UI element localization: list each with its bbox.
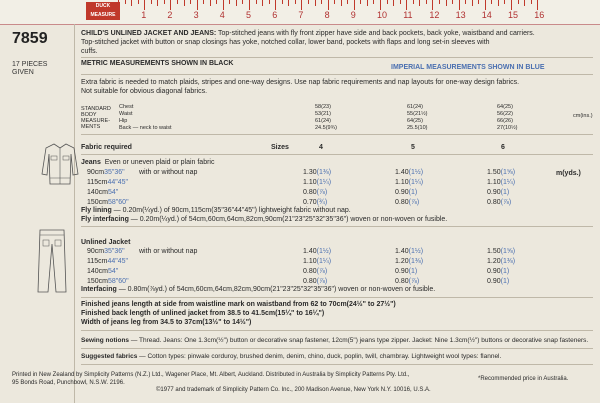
yardage-size5-imperial: (1½) — [408, 248, 424, 255]
ruler-tick — [125, 0, 126, 4]
yardage-size4-imperial: (⅞) — [316, 268, 328, 275]
finished-jacket-length: Finished back length of unlined jacket from 38.5 to 41.5cm(15¼" to 16¼") — [81, 310, 325, 317]
yardage-size4-imperial: (¾) — [316, 199, 328, 206]
ruler-tick — [223, 0, 224, 10]
yardage-size4: 0.80 — [303, 268, 317, 275]
ruler-tick — [210, 0, 211, 6]
ruler-tick — [203, 0, 204, 4]
fabric-width: 150cm — [87, 199, 109, 206]
body-measure-size4: 61(24) — [315, 118, 331, 124]
yardage-size5-imperial: (1¼) — [408, 179, 424, 186]
ruler-tick — [269, 0, 270, 4]
nap-cell — [139, 248, 197, 256]
yardage-size6-imperial: (1) — [500, 268, 510, 275]
body-measure-size4: 58(23) — [315, 104, 331, 110]
body-unit: cm(ins.) — [573, 113, 593, 119]
fly-interfacing-label: Fly interfacing — [81, 216, 129, 223]
fabric-width-cell — [87, 169, 125, 177]
ruler-tick — [439, 0, 440, 4]
body-measure-size5: 64(25) — [407, 118, 423, 124]
ruler-tick — [295, 0, 296, 4]
ruler-tick — [315, 0, 316, 6]
ruler-number: 1 — [141, 10, 147, 20]
yardage-size4-imperial: (⅞) — [316, 189, 328, 196]
body-measure-size6: 64(25) — [497, 104, 513, 110]
suggested-fabrics-text: — Cotton types: pinwale corduroy, brushed denim, denim, chino, duck, poplin, twill, chambray. Lightweight wool types: flannel. — [137, 353, 502, 360]
fabric-width: 115cm — [87, 258, 108, 265]
ruler-tick — [236, 0, 237, 6]
ruler-tick — [472, 0, 473, 6]
ruler-tick — [452, 0, 453, 4]
ruler-tag: DUCK MEASURE — [86, 2, 120, 20]
fabric-width-imperial: 58"60" — [108, 199, 129, 206]
size5-cell — [395, 258, 423, 266]
fabric-width-cell — [87, 248, 125, 256]
ruler-tick — [478, 0, 479, 4]
jeans-unit: m(yds.) — [556, 170, 581, 177]
size5-cell — [395, 169, 423, 177]
ruler-tick — [504, 0, 505, 4]
ruler-number: 6 — [272, 10, 278, 20]
size5-cell — [395, 268, 417, 276]
ruler-tick — [485, 0, 486, 10]
yardage-size6: 0.80 — [487, 199, 501, 206]
yardage-size5: 0.80 — [395, 278, 409, 285]
size5-cell — [395, 278, 419, 286]
jeans-heading — [81, 159, 214, 167]
yardage-size6-imperial: (1⅜) — [500, 258, 516, 265]
ruler-tick — [118, 0, 119, 10]
divider — [81, 74, 593, 75]
size4-cell — [303, 258, 331, 266]
ruler-tick — [131, 0, 132, 6]
sewing-notions — [81, 337, 588, 345]
ruler-tick — [256, 0, 257, 4]
size4-cell — [303, 268, 327, 276]
jeans-leg-width: Width of jeans leg from 34.5 to 37cm(13½" to 14½") — [81, 319, 252, 326]
fabric-width-imperial: 54" — [108, 268, 119, 275]
size6-cell — [487, 189, 509, 197]
extra-fabric-line1: Extra fabric is needed to match plaids, stripes and one-way designs. Use nap fabric requirements and nap layouts for one-way design fabrics. — [81, 79, 520, 86]
finished-jeans-length: Finished jeans length at side from waistline mark on waistband from 62 to 70cm(24½" to 27½") — [81, 301, 396, 308]
ruler-tick — [288, 0, 289, 6]
body-label-1: STANDARD — [81, 106, 111, 112]
ruler-number: 12 — [429, 10, 440, 20]
fly-lining-label: Fly lining — [81, 207, 112, 214]
yardage-size4: 0.80 — [303, 189, 317, 196]
yardage-size4-imperial: (⅞) — [316, 278, 328, 285]
jacket-title: Unlined Jacket — [81, 239, 131, 246]
yardage-size5: 0.90 — [395, 268, 409, 275]
nap-note: with or without nap — [139, 169, 198, 176]
fabric-width-imperial: 35"36" — [104, 248, 125, 255]
jacket-sketch-icon — [40, 140, 80, 188]
fly-lining-text: — 0.20m(¼yd.) of 90cm,115cm(35"36"44"45") lightweight fabric without nap. — [111, 207, 351, 214]
size4-cell — [303, 248, 331, 256]
fabric-width: 140cm — [87, 268, 109, 275]
yardage-size6: 1.20 — [487, 258, 501, 265]
ruler-tick — [341, 0, 342, 6]
yardage-size4: 0.70 — [303, 199, 317, 206]
fly-lining — [81, 207, 351, 215]
yardage-size5-imperial: (⅞) — [408, 199, 420, 206]
yardage-size4-imperial: (1¼) — [316, 258, 332, 265]
ruler-tick — [347, 0, 348, 4]
yardage-size6: 1.50 — [487, 248, 501, 255]
ruler-number: 7 — [298, 10, 304, 20]
body-label-3: MEASURE- — [81, 118, 111, 124]
description-title: CHILD'S UNLINED JACKET AND JEANS: — [81, 30, 217, 37]
ruler-tick — [367, 0, 368, 6]
yardage-size4: 1.10 — [303, 179, 317, 186]
size6-cell — [487, 278, 509, 286]
yardage-size6-imperial: (1⅝) — [500, 248, 516, 255]
yardage-size4: 1.10 — [303, 258, 317, 265]
left-column — [0, 24, 75, 403]
size6-cell — [487, 248, 515, 256]
ruler-tick — [531, 0, 532, 4]
divider — [81, 364, 593, 365]
body-measure-label: Chest — [119, 104, 134, 110]
ruler-tick — [380, 0, 381, 10]
ruler-tick — [446, 0, 447, 6]
fabric-width-imperial: 35"36" — [104, 169, 125, 176]
ruler-number: 8 — [324, 10, 330, 20]
body-measure-label: Back — neck to waist — [119, 125, 172, 131]
pattern-number: 7859 — [12, 30, 48, 47]
divider — [81, 57, 593, 58]
yardage-size4-imperial: (1½) — [316, 248, 332, 255]
given-line: GIVEN — [12, 69, 34, 76]
ruler-tick — [242, 0, 243, 4]
nap-cell — [139, 169, 197, 177]
jacket-interfacing — [81, 286, 435, 294]
ruler-tick — [164, 0, 165, 4]
description — [81, 30, 535, 38]
fabric-width-cell — [87, 199, 129, 207]
fabric-width: 90cm — [87, 169, 105, 176]
body-measure-label: Hip — [119, 118, 128, 124]
yardage-size4: 0.80 — [303, 278, 317, 285]
footer-print-line1: Printed in New Zealand by Simplicity Patterns (N.Z.) Ltd., Wagener Place, Mt. Albert, Auckland. Distributed in Australia by Simplicity Patterns Pty. Ltd., — [12, 372, 410, 378]
size5-cell — [395, 179, 423, 187]
ruler-number: 5 — [246, 10, 252, 20]
ruler-tick — [387, 0, 388, 4]
yardage-size5: 0.80 — [395, 199, 409, 206]
size4-cell — [303, 278, 327, 286]
footer-price: *Recommended price in Australia. — [478, 376, 569, 382]
yardage-size6-imperial: (1) — [500, 189, 510, 196]
fabric-width-imperial: 54" — [108, 189, 119, 196]
fabric-required-header: Fabric required — [81, 144, 132, 151]
ruler-number: 4 — [219, 10, 225, 20]
yardage-size5-imperial: (1⅜) — [408, 258, 424, 265]
sewing-notions-text: — Thread. Jeans: One 1.3cm(½") button or decorative snap fastener, 12cm(5") jeans type zipper. Jacket: Nine 1.3cm(½") buttons or decorative snap fasteners. — [129, 337, 589, 344]
ruler-tick — [301, 0, 302, 10]
ruler-tick — [190, 0, 191, 4]
metric-note: METRIC MEASUREMENTS SHOWN IN BLACK — [81, 60, 234, 67]
body-measure-size4: 53(21) — [315, 111, 331, 117]
size6-cell — [487, 258, 515, 266]
ruler-tick — [432, 0, 433, 10]
ruler-tick — [262, 0, 263, 6]
footer-copyright: ©1977 and trademark of Simplicity Pattern Co. Inc., 200 Madison Avenue, New York N.Y. 10016, U.S.A. — [156, 387, 431, 393]
yardage-size6: 1.10 — [487, 179, 501, 186]
ruler-number: 13 — [455, 10, 466, 20]
ruler-tick — [413, 0, 414, 4]
size6-cell — [487, 268, 509, 276]
ruler-tick — [177, 0, 178, 4]
ruler-tick — [406, 0, 407, 10]
size4-cell — [303, 179, 331, 187]
fabric-width: 150cm — [87, 278, 109, 285]
ruler-tick — [138, 0, 139, 4]
body-measure-label: Waist — [119, 111, 133, 117]
ruler-number: 3 — [193, 10, 199, 20]
description-line2: Top-stitched jacket with button or snap closings has yoke, notched collar, lower band, pockets with flaps and long set-in sleeves with — [81, 39, 490, 46]
ruler-tick — [373, 0, 374, 4]
ruler-tick — [216, 0, 217, 4]
yardage-size5-imperial: (⅞) — [408, 278, 420, 285]
fabric-width-imperial: 58"60" — [108, 278, 129, 285]
suggested-fabrics-label: Suggested fabrics — [81, 353, 138, 360]
sewing-notions-label: Sewing notions — [81, 337, 130, 344]
body-measure-size4: 24.5(9¾) — [315, 125, 338, 131]
yardage-size5-imperial: (1) — [408, 268, 418, 275]
divider — [81, 226, 593, 227]
ruler-tick — [426, 0, 427, 4]
jeans-subtitle: Even or uneven plaid or plain fabric — [104, 159, 215, 166]
ruler-tick — [229, 0, 230, 4]
ruler-tick — [170, 0, 171, 10]
body-measure-size6: 56(22) — [497, 111, 513, 117]
ruler-number: 2 — [167, 10, 173, 20]
yardage-size4-imperial: (1⅜) — [316, 169, 332, 176]
size-4: 4 — [319, 144, 323, 151]
suggested-fabrics — [81, 353, 501, 361]
ruler-tick — [518, 0, 519, 4]
fabric-width-cell — [87, 189, 118, 197]
size5-cell — [395, 248, 423, 256]
yardage-size5-imperial: (1) — [408, 189, 418, 196]
ruler-number: 10 — [377, 10, 388, 20]
ruler-tick — [360, 0, 361, 4]
size5-cell — [395, 189, 417, 197]
yardage-size5: 1.40 — [395, 248, 409, 255]
ruler-number: 15 — [508, 10, 519, 20]
ruler-tick — [498, 0, 499, 6]
divider — [81, 154, 593, 155]
yardage-size6-imperial: (1¼) — [500, 179, 516, 186]
fabric-width: 115cm — [87, 179, 108, 186]
yardage-size6: 1.50 — [487, 169, 501, 176]
divider — [81, 330, 593, 331]
yardage-size6: 0.90 — [487, 278, 501, 285]
yardage-size4: 1.40 — [303, 248, 317, 255]
yardage-size5: 1.10 — [395, 179, 409, 186]
size-5: 5 — [411, 144, 415, 151]
fly-interfacing — [81, 216, 447, 224]
size6-cell — [487, 199, 511, 207]
fabric-width: 140cm — [87, 189, 109, 196]
body-measure-size5: 25.5(10) — [407, 125, 428, 131]
ruler-tick — [275, 0, 276, 10]
ruler-number: 16 — [534, 10, 545, 20]
ruler-tick — [328, 0, 329, 10]
fabric-width-imperial: 44"45" — [107, 179, 129, 186]
ruler-number: 14 — [481, 10, 492, 20]
divider — [81, 297, 593, 298]
yardage-size4: 1.30 — [303, 169, 317, 176]
body-label-4: MENTS — [81, 124, 101, 130]
yardage-size6: 0.90 — [487, 268, 501, 275]
extra-fabric-line2: Not suitable for obvious diagonal fabrics. — [81, 88, 208, 95]
body-measure-size5: 61(24) — [407, 104, 423, 110]
fabric-width-cell — [87, 258, 128, 266]
yardage-size5: 1.20 — [395, 258, 409, 265]
body-measure-size6: 66(26) — [497, 118, 513, 124]
ruler-tick — [249, 0, 250, 10]
ruler-tick — [151, 0, 152, 4]
size4-cell — [303, 169, 331, 177]
ruler-tick — [465, 0, 466, 4]
ruler-tick — [419, 0, 420, 6]
ruler-tick — [459, 0, 460, 10]
footer-print-line2: 95 Bonds Road, Punchbowl, N.S.W. 2196. — [12, 380, 125, 386]
jacket-interfacing-label: Interfacing — [81, 286, 117, 293]
size4-cell — [303, 189, 327, 197]
divider — [81, 134, 593, 135]
fabric-width-cell — [87, 268, 118, 276]
pieces-line: 17 PIECES — [12, 61, 48, 68]
yardage-size5-imperial: (1½) — [408, 169, 424, 176]
yardage-size5: 0.90 — [395, 189, 409, 196]
jeans-sketch-icon — [34, 228, 70, 294]
description-line3: cuffs. — [81, 48, 98, 55]
jacket-interfacing-text: — 0.80m(⅞yd.) of 54cm,60cm,64cm,82cm,90cm(21"23"25"32"35"36") woven or non-woven or fusible. — [116, 286, 436, 293]
pieces-count — [12, 61, 47, 77]
yardage-size4-imperial: (1¼) — [316, 179, 332, 186]
description-line1: Top-stitched jeans with fly front zipper have side and back pockets, back yoke, waistband and carriers. — [216, 30, 535, 37]
ruler-tick — [393, 0, 394, 6]
ruler-tick — [144, 0, 145, 10]
measuring-ruler — [0, 0, 600, 25]
size6-cell — [487, 179, 515, 187]
ruler-tick — [197, 0, 198, 10]
fly-interfacing-text: — 0.20m(¼yd.) of 54cm,60cm,64cm,82cm,90cm(21"23"25"32"35"36") woven or non-woven or fusible. — [128, 216, 448, 223]
ruler-tick — [157, 0, 158, 6]
ruler-number: 9 — [350, 10, 356, 20]
ruler-tick — [537, 0, 538, 10]
fabric-width-cell — [87, 179, 128, 187]
ruler-tick — [511, 0, 512, 10]
yardage-size6-imperial: (1) — [500, 278, 510, 285]
jeans-title: Jeans — [81, 159, 101, 166]
yardage-size6: 0.90 — [487, 189, 501, 196]
ruler-tick — [400, 0, 401, 4]
body-label-2: BODY — [81, 112, 97, 118]
body-measure-size6: 27(10½) — [497, 125, 518, 131]
fabric-width: 90cm — [87, 248, 105, 255]
ruler-tick — [491, 0, 492, 4]
ruler-tick — [524, 0, 525, 6]
ruler-number: 11 — [403, 10, 413, 20]
size5-cell — [395, 199, 419, 207]
size-6: 6 — [501, 144, 505, 151]
size6-cell — [487, 169, 515, 177]
ruler-tick — [334, 0, 335, 4]
size4-cell — [303, 199, 327, 207]
fabric-width-cell — [87, 278, 129, 286]
ruler-tick — [308, 0, 309, 4]
body-measure-size5: 55(21½) — [407, 111, 428, 117]
divider — [81, 348, 593, 349]
ruler-tick — [321, 0, 322, 4]
imperial-note: IMPERIAL MEASUREMENTS SHOWN IN BLUE — [391, 64, 545, 71]
ruler-tick — [184, 0, 185, 6]
ruler-tick — [354, 0, 355, 10]
yardage-size5: 1.40 — [395, 169, 409, 176]
sizes-label: Sizes — [271, 144, 289, 151]
nap-note: with or without nap — [139, 248, 198, 255]
ruler-tick — [282, 0, 283, 4]
fabric-width-imperial: 44"45" — [107, 258, 129, 265]
yardage-size6-imperial: (⅞) — [500, 199, 512, 206]
yardage-size6-imperial: (1⅝) — [500, 169, 516, 176]
